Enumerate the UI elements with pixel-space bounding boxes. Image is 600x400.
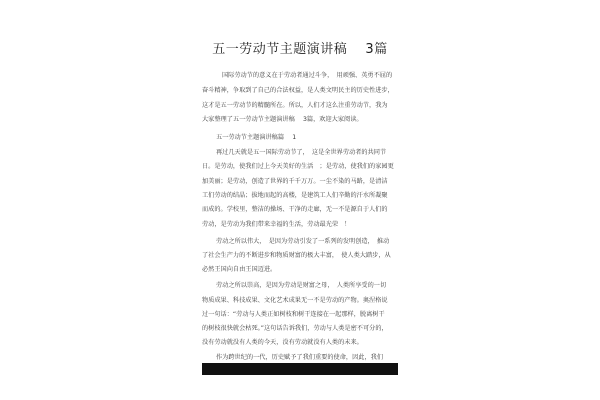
paragraph-line: 必然王国向自由王国迈进。 xyxy=(202,266,277,273)
paragraph-line: 加美丽；是劳动，创造了世界的千千万万。一尘不染的马路，是清洁 xyxy=(202,178,388,185)
section-heading: 五一劳动节主题演讲稿篇 1 xyxy=(216,134,297,141)
paragraph-line: 大家整理了五一劳动节主题演讲稿 3篇，欢迎大家阅读。 xyxy=(202,116,363,123)
paragraph-line: 国际劳动节的意义在于劳动者通过斗争， 用顽强、英勇不屈的 xyxy=(222,72,393,79)
paragraph-line: 过一句话：“劳动与人类正如树枝和树干连接在一起那样，脱离树干 xyxy=(202,311,385,318)
paragraph-line: 工们劳动的结晶；拔地而起的高楼，是建筑工人们辛勤的汗水所凝聚 xyxy=(202,192,388,199)
paragraph-line: 了社会生产力的不断进步和物质财富的极大丰富， 使人类大踏步，从 xyxy=(202,252,391,259)
paragraph-line: 物质成果、科技成果、文化艺术成果无一不是劳动的产物。奥涅格说 xyxy=(202,297,388,304)
paragraph-line: 的树枝很快就会枯死。”这句话告诉我们，劳动与人类是密不可分的， xyxy=(202,325,388,332)
paragraph-line: 奋斗精神，争取到了自己的合法权益，是人类文明民主的历史性进步， xyxy=(202,87,394,94)
paragraph-line: 再过几天就是五一国际劳动节了， 这是全世界劳动者的共同节 xyxy=(216,149,387,156)
paragraph-line: 劳动之所以崇高，是因为劳动是财富之母， 人类所享受的一切 xyxy=(216,282,387,289)
paragraph-line: 劳动，是劳动为我们带来幸福的生活，劳动最光荣 ！ xyxy=(202,221,351,228)
paragraph-line: 而成的。学校里，整洁的操场、干净的走廊，无一不是源自于人们的 xyxy=(202,206,388,213)
paragraph-line: 日。是劳动，使我们过上今天美好的生活 ；是劳动，使我们的家园更 xyxy=(202,163,394,170)
paragraph-line: 没有劳动就没有人类的今天，没有劳动就没有人类的未来。 xyxy=(202,339,363,346)
redaction-bar xyxy=(202,363,398,375)
paragraph-line: 劳动之所以伟大， 是因为劳动引发了一系列的发明创造， 推动 xyxy=(216,238,390,245)
document-title: 五一劳动节主题演讲稿 3篇 xyxy=(212,42,388,57)
paragraph-line: 这才是五一劳动节的精髓所在。所以，人们才这么注重劳动节，我为 xyxy=(202,102,388,109)
paragraph-line: 作为跨世纪的一代，历史赋予了我们重要的使命，因此，我们 xyxy=(216,354,384,361)
